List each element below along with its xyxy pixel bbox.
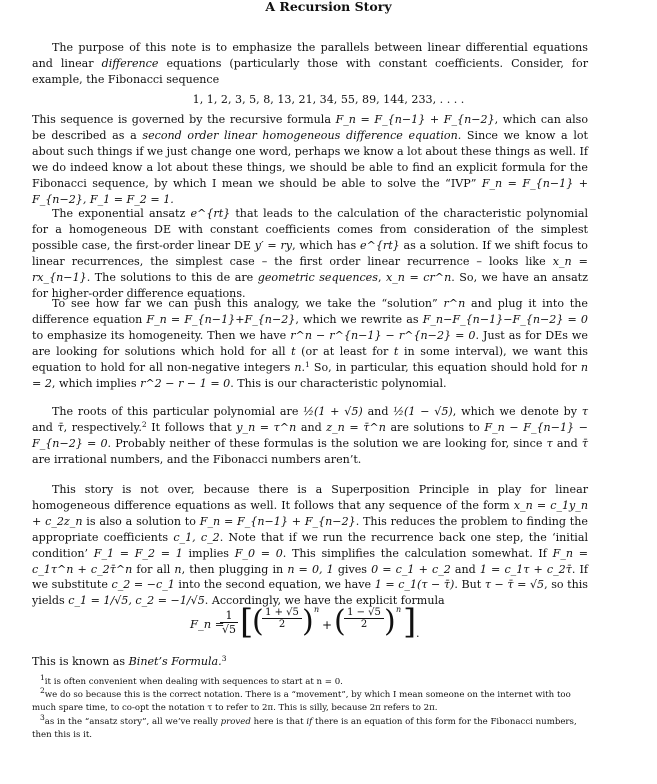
math: F_0 = 0 — [234, 546, 283, 560]
document-title: A Recursion Story — [265, 0, 392, 14]
text: Since we know a lot about such things if we just change one word, perhaps we know a lot about these things as well. If we do indeed know a lot about these things, we should be able to find an explicit formula for the Fibonacci sequence, by which I mean we should be able to solve the “IVP” — [32, 128, 589, 190]
paragraph-ansatz — [32, 206, 588, 301]
math: τ − τ̄ = √5 — [484, 578, 545, 592]
paragraph-superposition — [32, 482, 588, 609]
term1-denominator: 2 — [278, 619, 286, 630]
math: F_n = F_{n−1} + F_{n−2}, F_1 = F_2 = 1. — [32, 176, 588, 206]
math: t — [291, 344, 296, 358]
math: ½(1 − √5) — [393, 405, 453, 418]
footnote-text: there is an equation of this form for the Fibonacci numbers, then this is it. — [32, 716, 577, 740]
text: The exponential ansatz — [52, 207, 191, 220]
left-paren: ( — [252, 604, 264, 639]
paragraph-intro — [32, 40, 588, 88]
text: and — [296, 420, 327, 434]
math: n = 0, 1 — [287, 562, 334, 576]
formula-lhs: F_n = — [190, 617, 225, 631]
footnote-2 — [32, 686, 592, 715]
footnote-3 — [32, 712, 592, 742]
term2-numerator: 1 − √5 — [344, 607, 384, 619]
math: r^n — [443, 297, 466, 310]
emphasis: proved — [220, 716, 251, 727]
text: . This reduces the problem to finding the appropriate coefficients — [32, 514, 588, 544]
math: e^{rt} — [190, 207, 231, 220]
paragraph-recursion — [32, 112, 588, 207]
math: x_n = c_1y_n + c_2z_n — [32, 498, 589, 528]
math: e^{rt} — [360, 238, 400, 252]
formula-coefficient — [220, 609, 238, 636]
text: . Just as for DEs we are looking for solutions which hold for all — [32, 328, 588, 358]
text: in some interval), we want this equation to hold for all non-negative integers — [32, 344, 588, 374]
term1-fraction — [262, 607, 302, 630]
footnote-text: as in the “ansatz story”, all we’ve really — [44, 716, 221, 727]
period: . — [416, 627, 420, 640]
text: are irrational numbers, and the Fibonacci numbers aren’t. — [32, 452, 362, 466]
math: 1 = c_1τ + c_2τ̄ — [479, 562, 572, 576]
coefficient-denominator: √5 — [221, 623, 236, 636]
emphasis: Binet’s Formula. — [128, 655, 222, 668]
text: and — [450, 562, 480, 576]
left-paren: ( — [334, 604, 346, 639]
math: F_n−F_{n−1}−F_{n−2} = 0 — [422, 312, 588, 326]
math: r^2 − r − 1 = 0 — [140, 376, 231, 390]
math: n = 2 — [32, 360, 588, 390]
math: x_n = cr^n — [386, 270, 452, 284]
term2-denominator: 2 — [360, 619, 368, 630]
text: . The solutions to this de are — [86, 270, 258, 284]
text: This sequence is governed by the recursive formula — [32, 113, 336, 126]
footnote-text: we do so because this is the correct notation. There is a “movement”, by which I mean someone on the internet with too much spare time, to co-opt the notation τ to refer to 2π. This is silly, because 2π refers to 2π. — [32, 690, 571, 714]
math: c_1 = 1/√5, c_2 = −1/√5 — [68, 594, 205, 608]
math: τ — [546, 436, 553, 450]
text: . Note that if we run the recurrence back one step, the ‘initial condition’ — [32, 530, 589, 560]
text: . If we substitute — [32, 562, 588, 592]
text: and — [32, 420, 58, 434]
math: τ̄ — [57, 420, 64, 434]
text: to emphasize its homogeneity. Then we have — [32, 328, 291, 342]
math: c_1, c_2 — [173, 530, 220, 544]
text: . But — [454, 578, 485, 592]
text: , — [377, 270, 386, 284]
text: , which implies — [51, 376, 141, 390]
math: ½(1 + √5) — [303, 405, 363, 418]
footnote-mark: 2 — [40, 686, 45, 696]
term2-fraction — [344, 607, 384, 630]
text: . So, we have an ansatz for higher-order difference equations. — [32, 270, 588, 300]
footnote-1 — [32, 673, 592, 689]
math: τ — [581, 405, 588, 418]
binet-formula — [190, 603, 450, 647]
text: equations (particularly those with constant coefficients. Consider, for example, the Fibonacci sequence — [32, 56, 588, 86]
math: n — [174, 562, 182, 576]
text: This story is not over, because there is a Superposition Principle in play for linear homogeneous difference equations as well. It follows that any sequence of the form — [32, 483, 588, 512]
text: implies — [182, 546, 235, 560]
fibonacci-sequence: 1, 1, 2, 3, 5, 8, 13, 21, 34, 55, 89, 144, 233, . . . . — [192, 93, 465, 106]
text: , which we rewrite as — [295, 312, 423, 326]
footnote-text: it is often convenient when dealing with sequences to start at n = 0. — [44, 677, 343, 687]
term1-exponent: n — [314, 605, 320, 614]
right-paren: ) — [302, 604, 314, 639]
math: y′ = ry — [254, 238, 293, 252]
text: , then plugging in — [181, 562, 288, 576]
math: x_n = rx_{n−1} — [32, 254, 588, 284]
footnote-text: here is that — [250, 716, 307, 727]
math: r^n − r^{n−1} − r^{n−2} = 0 — [290, 328, 476, 342]
text: To see how far we can push this analogy, we take the “solution” — [52, 297, 444, 310]
paragraph-analogy: To see how far we can push this analogy, we take the “solution” r^n and plug it into the difference equation F_n = F_{n−1}+F_{n−2}, which we rewrite as F_n−F_{n−1}−F_{n−2} = 0 to emphasize its homogeneity. Then we have r^n − r^{n−1} − r^{n−2} = 0. Just as for DEs we are looking for solutions which hold for all t (or at least for t in some interval), we want this equation to hold for all non-negative integers n.$^1$ So, in particular, this equation should hold for n = 2, which implies r^2 − r − 1 = 0. This is our characteristic polynomial. — [32, 297, 588, 390]
text: gives — [333, 562, 372, 576]
text: are solutions to — [385, 420, 485, 434]
math: F_n = c_1τ^n + c_2τ̄^n — [32, 546, 589, 576]
footnote-ref: 3 — [221, 654, 227, 663]
footnote-mark: 1 — [40, 673, 45, 682]
math: F_n = F_{n−1} + F_{n−2} — [335, 113, 495, 126]
text: , which has — [292, 238, 360, 252]
plus-sign: + — [322, 618, 333, 632]
text: , so this yields — [32, 578, 588, 608]
text: and — [552, 436, 582, 450]
math: F_n = F_{n−1}+F_{n−2} — [146, 312, 296, 326]
math: t — [393, 344, 399, 358]
math: y_n = τ^n — [236, 420, 297, 434]
text: . This simplifies the calculation somewhat. If — [282, 546, 553, 560]
emphasis: if — [306, 716, 313, 727]
math: F_n − F_{n−1} − F_{n−2} = 0 — [32, 420, 588, 450]
text: So, in particular, this equation should hold for — [309, 360, 581, 374]
text: into the second equation, we have — [174, 578, 375, 592]
text: This is known as — [32, 655, 129, 668]
left-bracket: [ — [240, 602, 254, 642]
right-bracket: ] — [403, 602, 417, 642]
text: for all — [132, 562, 175, 576]
text: . This is our characteristic polynomial. — [230, 376, 447, 390]
text: . Accordingly, we have the explicit formula — [204, 594, 445, 608]
footnote-mark: 3 — [40, 712, 45, 722]
coefficient-numerator: 1 — [220, 609, 238, 623]
math: z_n = τ̄^n — [326, 420, 386, 434]
text: , which we denote by — [452, 405, 582, 418]
math: c_2 = −c_1 — [111, 578, 175, 592]
footnotes — [32, 673, 592, 742]
term2-exponent: n — [396, 605, 402, 614]
text: and — [362, 405, 394, 418]
term1-numerator: 1 + √5 — [262, 607, 302, 619]
text: , which can also be described as a — [32, 113, 588, 142]
paragraph-binet — [32, 654, 588, 670]
text: The roots of this particular polynomial are — [52, 405, 304, 418]
emphasis: geometric sequences — [257, 270, 378, 284]
text: , respectively. — [63, 420, 142, 434]
text: The purpose of this note is to emphasize the parallels between linear differential equations and linear — [32, 41, 588, 70]
paragraph-roots — [32, 404, 588, 468]
text: (or at least for — [295, 344, 394, 358]
math: 0 = c_1 + c_2 — [371, 562, 451, 576]
footnote-ref: 1 — [305, 359, 310, 369]
text: . Probably neither of these formulas is the solution we are looking for, since — [107, 436, 547, 450]
text: that leads to the calculation of the characteristic polynomial for a homogeneous DE with constant coefficients comes from consideration of the simplest possible case, the first-order linear DE — [32, 207, 588, 252]
text: and plug it into the difference equation — [32, 297, 588, 326]
math: n — [294, 360, 302, 374]
text: as a solution. If we shift focus to linear recurrences, the simplest case – the first order linear recurrence – looks like — [32, 238, 588, 268]
emphasis: second order linear homogeneous difference equation. — [142, 128, 462, 142]
math: τ̄ — [581, 436, 588, 450]
footnote-ref: 2 — [141, 419, 147, 429]
right-paren: ) — [384, 604, 396, 639]
math: F_1 = F_2 = 1 — [93, 546, 183, 560]
emphasis: difference — [101, 56, 159, 70]
text: It follows that — [146, 420, 237, 434]
text: is also a solution to — [82, 514, 200, 528]
math: 1 = c_1(τ − τ̄) — [374, 578, 455, 592]
math: F_n = F_{n−1} + F_{n−2} — [199, 514, 356, 528]
